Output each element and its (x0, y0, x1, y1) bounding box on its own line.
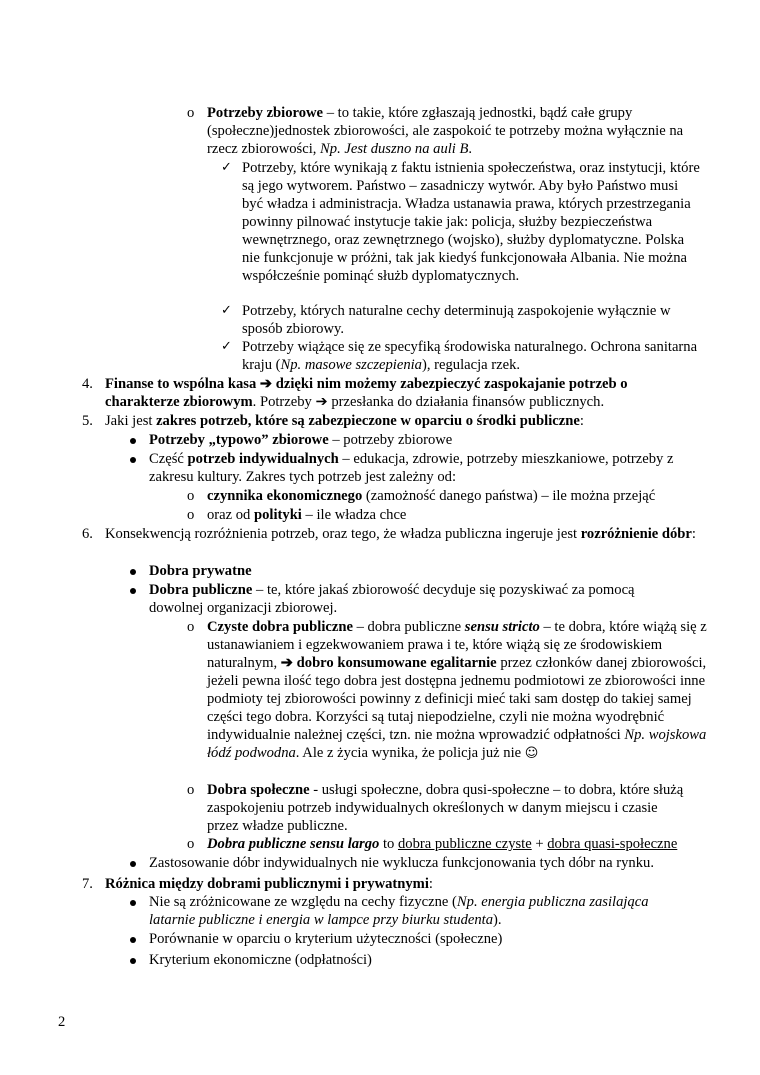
smiley-icon: ☺ (524, 746, 539, 761)
sub-item-polityka: oraz od polityki – ile władza chce (207, 507, 407, 523)
page-number: 2 (58, 1014, 66, 1030)
circle-bullet-icon: o (187, 619, 195, 635)
checkmark-icon: ✓ (221, 303, 232, 318)
bullet-icon (130, 438, 136, 444)
check-item-3: Potrzeby wiążące się ze specyfiką środowiska naturalnego. Ochrona sanitarna kraju (Np. masowe szczepienia), regulacja rzek. (242, 339, 698, 373)
arrow-icon: ➔ (259, 376, 273, 392)
bullet-dobra-prywatne: Dobra prywatne (149, 563, 252, 579)
bullet-kryterium-ekonomiczne: Kryterium ekonomiczne (odpłatności) (149, 952, 372, 968)
bullet-potrzeby-indywidualne: Część potrzeb indywidualnych – edukacja, zdrowie, potrzeby mieszkaniowe, potrzeby z zakresu kultury. Zakres tych potrzeb jest zależny od: (149, 451, 674, 485)
bullet-icon (130, 958, 136, 964)
list-number: 4. (82, 376, 93, 392)
list-item-7: Różnica między dobrami publicznymi i prywatnymi: (105, 876, 433, 892)
list-item-4: Finanse to wspólna kasa ➔ dzięki nim możemy zabezpieczyć zaspokajanie potrzeb o charakterze zbiorowym. Potrzeby ➔ przesłanka do działania finansów publicznych. (105, 376, 628, 410)
bullet-uzytecznosc: Porównanie w oparciu o kryterium użyteczności (społeczne) (149, 931, 503, 947)
list-item-6: Konsekwencją rozróżnienia potrzeb, oraz tego, że władza publiczna ingeruje jest rozróżnienie dóbr: (105, 526, 696, 542)
sub-item-czyste-dobra-publiczne: Czyste dobra publiczne – dobra publiczne sensu stricto – te dobra, które wiążą się z ustanawianiem i egzekwowaniem prawa i te, które wiążą się ze środowiskiem naturalnym, ➔ dobro konsumowane egalitarnie przez członków danej zbiorowości, jeżeli pewna ilość tego dobra jest dostępna jednemu podmiotowi ze zbiorowości inne podmioty tej zbiorowości powinny z definicji mieć taki sam dostęp do takiej samej części tego dobra. Korzyści są tutaj niepodzielne, czyli nie można wyodrębnić indywidualnie należnej części, tzn. nie można wprowadzić odpłatności Np. wojskowa łódź podwodna. Ale z życia wynika, że policja już nie ☺ (207, 619, 707, 761)
bullet-icon (130, 937, 136, 943)
list-number: 7. (82, 876, 93, 892)
bullet-icon (130, 861, 136, 867)
circle-bullet-icon: o (187, 782, 195, 798)
sub-item-dobra-spoleczne: Dobra społeczne - usługi społeczne, dobra qusi-społeczne – to dobra, które służą zaspokojeniu potrzeb indywidualnych określonych w danym miejscu i czasie przez władze publiczne. (207, 782, 684, 834)
circle-bullet-icon: o (187, 488, 195, 504)
list-item-5: Jaki jest zakres potrzeb, które są zabezpieczone w oparciu o środki publiczne: (105, 413, 584, 429)
list-number: 5. (82, 413, 93, 429)
bullet-typowo-zbiorowe: Potrzeby „typowo” zbiorowe – potrzeby zbiorowe (149, 432, 453, 448)
arrow-icon: ➔ (315, 394, 328, 410)
arrow-icon: ➔ (280, 655, 293, 671)
circle-bullet-icon: o (187, 507, 195, 523)
check-item-1: Potrzeby, które wynikają z faktu istnienia społeczeństwa, oraz instytucji, które są jego wytworem. Państwo – zasadniczy wytwór. Aby było Państwo musi być władza i administracja. Władza ustanawia prawa, których przestrzegania powinny pilnować instytucje takie jak: policja, służby bezpieczeństwa wewnętrznego, oraz zewnętrznego (wojsko), służby dyplomatyczne. Polska nie funkcjonuje w próżni, tak jak kiedyś funkcjonowała Albania. Nie można współcześnie pominąć służb dyplomatycznych. (242, 160, 700, 284)
checkmark-icon: ✓ (221, 160, 232, 175)
list-number: 6. (82, 526, 93, 542)
bullet-icon (130, 569, 136, 575)
sub-item-czynnik-ekonomiczny: czynnika ekonomicznego (zamożność danego państwa) – ile można przejąć (207, 488, 656, 504)
sub-item-sensu-largo: Dobra publiczne sensu largo to dobra publiczne czyste + dobra quasi-społeczne (207, 836, 678, 852)
checkmark-icon: ✓ (221, 339, 232, 354)
bullet-icon (130, 588, 136, 594)
bullet-icon (130, 457, 136, 463)
check-item-2: Potrzeby, których naturalne cechy determinują zaspokojenie wyłącznie w sposób zbiorowy. (242, 303, 671, 337)
bullet-cechy-fizyczne: Nie są zróżnicowane ze względu na cechy fizyczne (Np. energia publiczna zasilająca latarnie publiczne i energia w lampce przy biurku studenta). (149, 894, 649, 928)
bullet-zastosowanie: Zastosowanie dóbr indywidualnych nie wyklucza funkcjonowania tych dóbr na rynku. (149, 855, 654, 871)
bullet-icon (130, 900, 136, 906)
circle-bullet-icon: o (187, 836, 195, 852)
paragraph-potrzeby-zbiorowe: Potrzeby zbiorowe – to takie, które zgłaszają jednostki, bądź całe grupy (społeczne)jednostek zbiorowości, ale zaspokoić te potrzeby można wyłącznie na rzecz zbiorowości, Np. Jest duszno na auli B. (207, 105, 684, 157)
circle-bullet-icon: o (187, 105, 195, 121)
bullet-dobra-publiczne: Dobra publiczne – te, które jakaś zbiorowość decyduje się pozyskiwać za pomocą dowolnej organizacji zbiorowej. (149, 582, 635, 616)
